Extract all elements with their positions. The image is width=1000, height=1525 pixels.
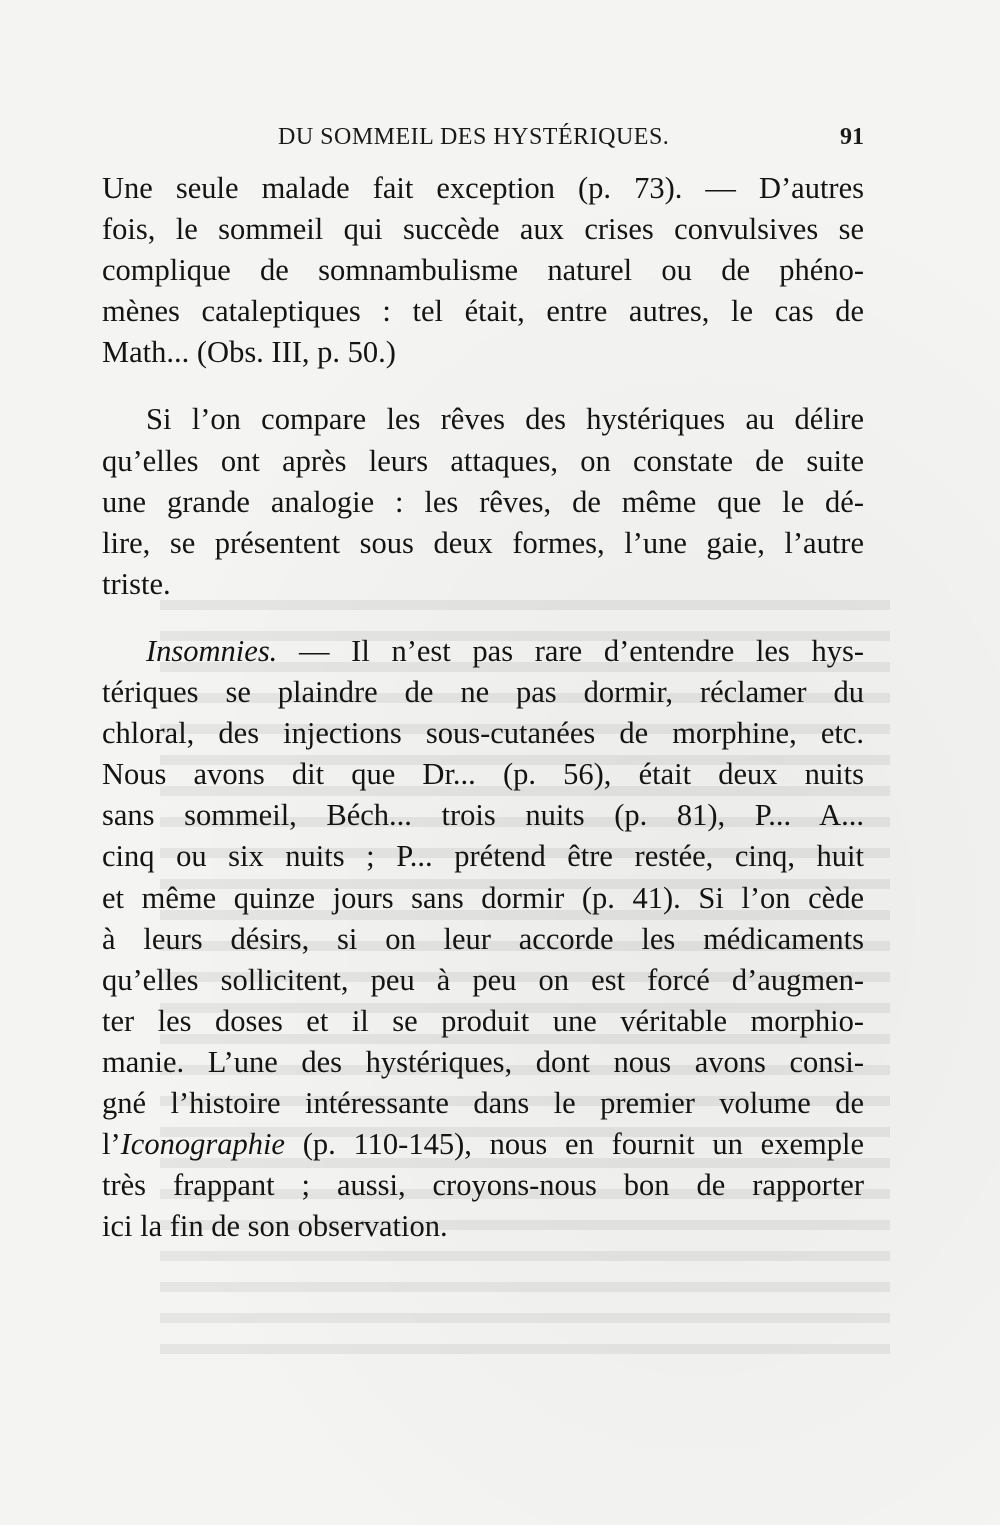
text-line: très frappant ; aussi, croyons-nous bon de rapporter bbox=[102, 1168, 864, 1203]
text-line: Une seule malade fait exception (p. 73). — D’autres bbox=[102, 171, 864, 205]
text-line: Nous avons dit que Dr... (p. 56), était deux nuits bbox=[102, 757, 864, 792]
text-line bbox=[102, 1124, 864, 1165]
iconographie-prefix: l’ bbox=[102, 1127, 121, 1162]
paragraph-2 bbox=[102, 399, 864, 604]
iconographie-title: Iconographie bbox=[120, 1127, 285, 1162]
text-line: gné l’histoire intéressante dans le premier volume de bbox=[102, 1085, 864, 1120]
text-line: cinq ou six nuits ; P... prétend être restée, cinq, huit bbox=[102, 839, 864, 874]
page-number: 91 bbox=[840, 124, 864, 150]
text-line: manie. L’une des hystériques, dont nous avons consi- bbox=[102, 1044, 864, 1079]
text-line: sans sommeil, Béch... trois nuits (p. 81), P... A... bbox=[102, 798, 864, 833]
text-line bbox=[102, 631, 864, 672]
first-line-rest: — Il n’est pas rare d’entendre les hys- bbox=[277, 633, 864, 668]
text-line: qu’elles sollicitent, peu à peu on est forcé d’augmen- bbox=[102, 962, 864, 997]
paragraph-3 bbox=[102, 631, 864, 1247]
section-heading-insomnies: Insomnies. bbox=[146, 633, 278, 668]
text-line: qu’elles ont après leurs attaques, on constate de suite bbox=[102, 443, 864, 478]
text-line: tériques se plaindre de ne pas dormir, réclamer du bbox=[102, 675, 864, 710]
iconographie-rest: (p. 110-145), nous en fournit un exemple bbox=[284, 1127, 864, 1162]
text-line: lire, se présentent sous deux formes, l’une gaie, l’autre bbox=[102, 525, 864, 560]
text-line: Si l’on compare les rêves des hystériques au délire bbox=[146, 402, 864, 437]
text-line: une grande analogie : les rêves, de même que le dé- bbox=[102, 484, 864, 519]
text-line: chloral, des injections sous-cutanées de morphine, etc. bbox=[102, 716, 864, 751]
running-title: DU SOMMEIL DES HYSTÉRIQUES. bbox=[278, 124, 670, 150]
text-line: et même quinze jours sans dormir (p. 41). Si l’on cède bbox=[102, 880, 864, 915]
text-line: triste. bbox=[102, 566, 171, 601]
body-text bbox=[102, 168, 864, 1247]
text-line: fois, le sommeil qui succède aux crises convulsives se bbox=[102, 212, 864, 247]
text-line: mènes cataleptiques : tel était, entre autres, le cas de bbox=[102, 294, 864, 329]
text-line: à leurs désirs, si on leur accorde les médicaments bbox=[102, 921, 864, 956]
text-line: complique de somnambulisme naturel ou de phéno- bbox=[102, 253, 864, 288]
paragraph-1 bbox=[102, 168, 864, 373]
text-line: Math... (Obs. III, p. 50.) bbox=[102, 335, 396, 370]
text-line: ter les doses et il se produit une véritable morphio- bbox=[102, 1003, 864, 1038]
page-header bbox=[102, 124, 864, 160]
text-line: ici la fin de son observation. bbox=[102, 1209, 448, 1244]
